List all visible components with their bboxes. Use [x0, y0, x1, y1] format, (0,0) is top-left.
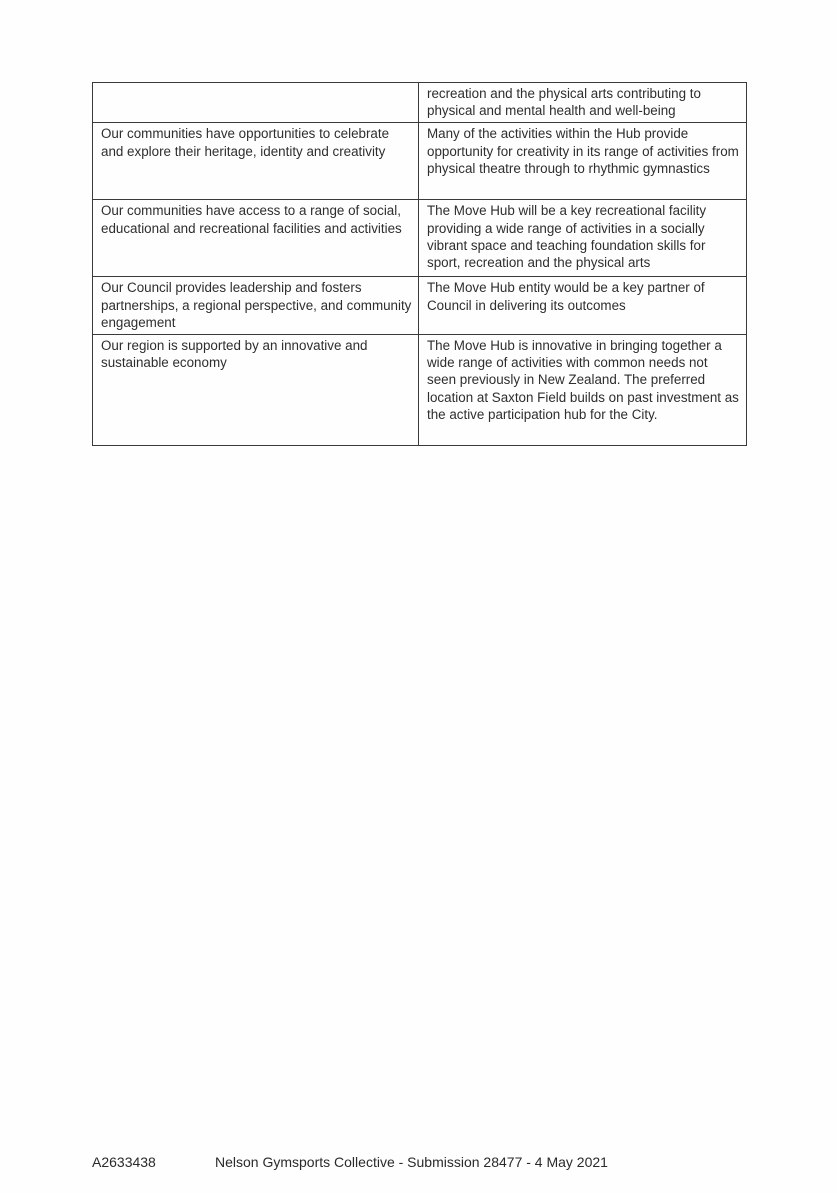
outcomes-table	[92, 82, 747, 446]
contribution-cell: recreation and the physical arts contributing to physical and mental health and well-being	[419, 83, 747, 123]
document-reference: A2633438	[92, 1154, 156, 1170]
contribution-cell: The Move Hub is innovative in bringing together a wide range of activities with common needs not seen previously in New Zealand. The preferred location at Saxton Field builds on past investment as the active participation hub for the City.	[419, 335, 747, 446]
outcome-cell: Our communities have access to a range of social, educational and recreational facilities and activities	[93, 200, 419, 277]
document-footer-title: Nelson Gymsports Collective - Submission 28477 - 4 May 2021	[215, 1154, 608, 1170]
table-row	[93, 277, 747, 335]
contribution-cell: The Move Hub will be a key recreational facility providing a wide range of activities in a socially vibrant space and teaching foundation skills for sport, recreation and the physical arts	[419, 200, 747, 277]
outcome-cell: Our Council provides leadership and fosters partnerships, a regional perspective, and community engagement	[93, 277, 419, 335]
outcome-cell: Our communities have opportunities to celebrate and explore their heritage, identity and creativity	[93, 123, 419, 200]
outcome-cell: Our region is supported by an innovative and sustainable economy	[93, 335, 419, 446]
table-row	[93, 335, 747, 446]
table-row	[93, 83, 747, 123]
contribution-cell: The Move Hub entity would be a key partner of Council in delivering its outcomes	[419, 277, 747, 335]
table-row	[93, 123, 747, 200]
table-row	[93, 200, 747, 277]
contribution-cell: Many of the activities within the Hub provide opportunity for creativity in its range of activities from physical theatre through to rhythmic gymnastics	[419, 123, 747, 200]
outcome-cell	[93, 83, 419, 123]
